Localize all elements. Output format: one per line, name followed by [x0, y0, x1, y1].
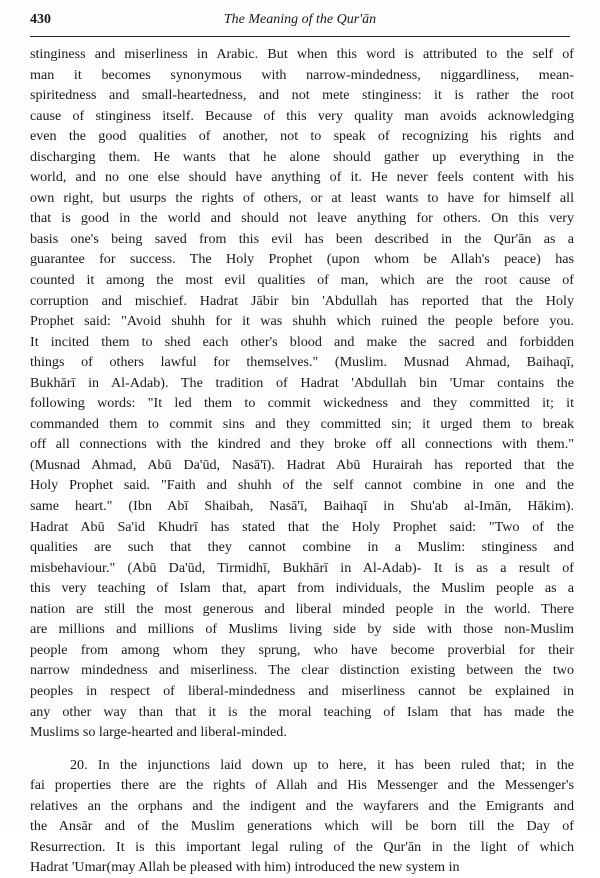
- text-line: fai properties there are the rights of Allah and His Messenger and the Messenger's: [30, 777, 574, 794]
- text-line: (Musnad Ahmad, Abū Da'ūd, Nasā'ī). Hadrat Abū Hurairah has reported that the: [30, 456, 574, 473]
- text-line: Prophet said: "Avoid shuhh for it was shuhh which ruined the people before you.: [30, 313, 574, 330]
- text-line: man it becomes synonymous with narrow-mindedness, niggardliness, mean-: [30, 66, 574, 83]
- text-line: people from among whom they sprung, who have become proverbial for their: [30, 641, 574, 658]
- text-line: things of others lawful for themselves." (Muslim. Musnad Ahmad, Baihaqī,: [30, 354, 574, 371]
- text-line: Bukhārī in Al-Adab). The tradition of Hadrat 'Abdullah bin 'Umar contains the: [30, 374, 574, 391]
- text-line: Hadrat Abū Sa'id Khudrī has stated that the Holy Prophet said: "Two of the: [30, 518, 574, 535]
- text-line: this very teaching of Islam that, apart from individuals, the Muslim people as a: [30, 580, 574, 597]
- text-line: counted it among the most evil qualities of man, which are the root cause of: [30, 272, 574, 289]
- text-line: even the good qualities of another, not to speak of recognizing his rights and: [30, 128, 574, 145]
- paragraph-gap: [30, 743, 574, 755]
- paragraph-1: [30, 44, 574, 743]
- text-line: peoples in respect of liberal-mindedness and miserliness cannot be explained in: [30, 682, 574, 699]
- text-line: stinginess and miserliness in Arabic. But when this word is attributed to the self of: [30, 46, 574, 62]
- page-number: 430: [30, 12, 51, 27]
- text-line: discharging them. He wants that he alone should gather up everything in the: [30, 148, 574, 165]
- text-line: misbehaviour." (Abū Da'ūd, Tirmidhī, Bukhārī in Al-Adab)- It is as a result of: [30, 559, 574, 576]
- text-line: Resurrection. It is this important legal ruling of the Qur'ān in the light of which: [30, 838, 574, 855]
- text-line: Holy Prophet said. "Faith and shuhh of the self cannot combine in one and the: [30, 477, 574, 494]
- text-line: It incited them to shed each other's blood and make the sacred and forbidden: [30, 333, 574, 350]
- text-line: 20. In the injunctions laid down up to here, it has been ruled that; in the: [70, 756, 574, 773]
- text-line: guarantee for success. The Holy Prophet (upon whom be Allah's peace) has: [30, 251, 574, 268]
- text-line: Muslims so large-hearted and liberal-minded.: [30, 724, 287, 741]
- text-line: narrow mindedness and miserliness. The clear distinction existing between the two: [30, 662, 574, 679]
- text-line: following words: "It led them to commit wickedness and they committed it; it: [30, 395, 574, 412]
- text-line: basis one's being saved from this evil has been described in the Qur'ān as a: [30, 230, 574, 247]
- text-line: spiritedness and small-heartedness, and not mete stinginess: it is rather the root: [30, 87, 574, 104]
- text-line: relatives an the orphans and the indigent and the wayfarers and the Emigrants and: [30, 797, 574, 814]
- text-line: any other way than that it is the moral teaching of Islam that has made the: [30, 703, 574, 720]
- text-line: qualities are such that they cannot combine in a Muslim: stinginess and: [30, 539, 574, 556]
- text-line: world, and no one else should have anything of it. He never feels content with his: [30, 169, 574, 186]
- page-body: [30, 44, 574, 878]
- text-line: are millions and millions of Muslims living side by side with those non-Muslim: [30, 621, 574, 638]
- text-line: the Ansār and of the Muslim generations which will be born till the Day of: [30, 818, 574, 835]
- running-title: The Meaning of the Qur'ān: [223, 12, 377, 27]
- text-line: commanded them to commit sins and they committed sin; it urged them to break: [30, 415, 574, 432]
- text-line: corruption and mischief. Hadrat Jābir bin 'Abdullah has reported that the Holy: [30, 292, 574, 309]
- text-line: cause of stinginess itself. Because of this very quality man avoids acknowledging: [30, 107, 574, 124]
- paragraph-2: [30, 755, 574, 878]
- text-line: same heart." (Ibn Abī Shaibah, Nasā'ī, Baihaqī in Shu'ab al-Imān, Hākim).: [30, 498, 574, 515]
- text-line: that is good in the world and should not leave anything for others. On this very: [30, 210, 574, 227]
- page-header: [30, 12, 570, 34]
- text-line: own right, but usurps the rights of others, or at least wants to have for himself all: [30, 189, 574, 206]
- text-line: off all connections with the kindred and they broke off all connections with them.": [30, 436, 574, 453]
- header-rule: [30, 36, 570, 37]
- text-line: Hadrat 'Umar(may Allah be pleased with him) introduced the new system in: [30, 859, 460, 876]
- text-line: nation are still the most generous and liberal minded people in the world. There: [30, 600, 574, 617]
